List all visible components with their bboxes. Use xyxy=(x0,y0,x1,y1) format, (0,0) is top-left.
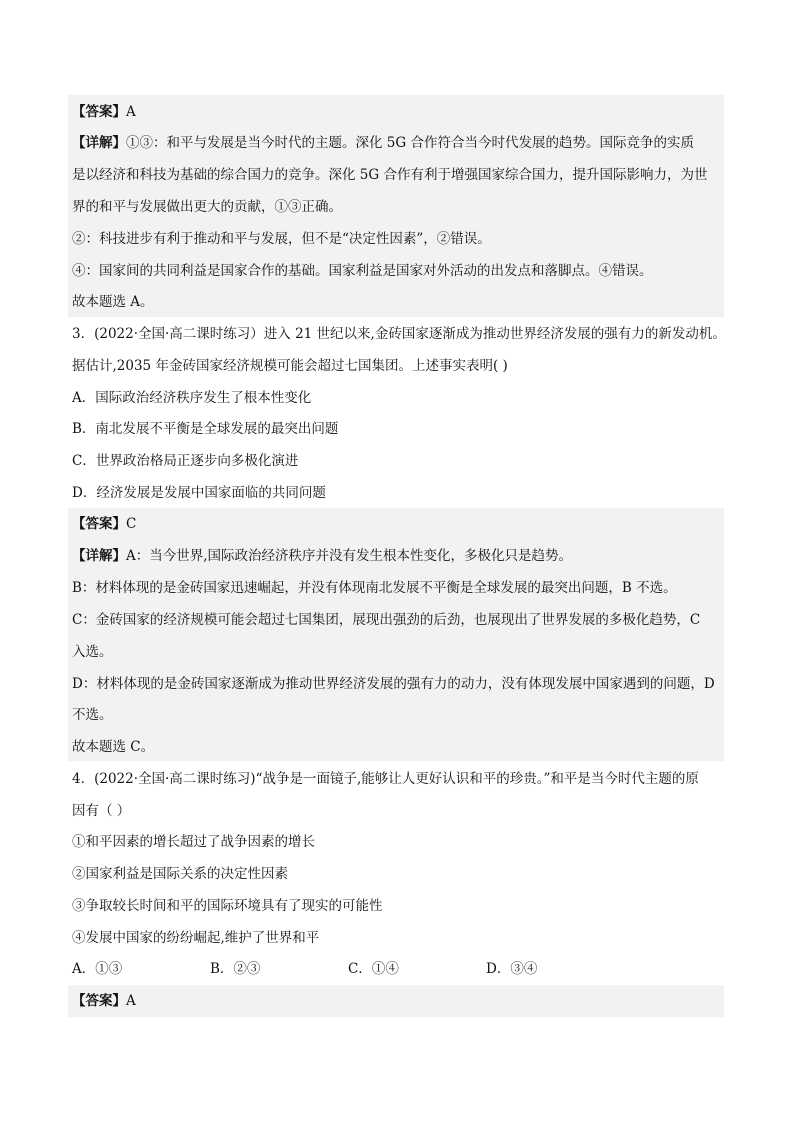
detail-text: A：当今世界,国际政治经济秩序并没有发生根本性变化，多极化只是趋势。 xyxy=(126,548,573,564)
option-d: D．经济发展是发展中国家面临的共同问题 xyxy=(72,485,326,501)
answer-value: C xyxy=(126,516,137,532)
option-c: C．①④ xyxy=(348,961,399,977)
detail-line xyxy=(72,545,730,567)
answer-label: 【答案】 xyxy=(72,516,126,532)
option-a: A．①③ xyxy=(72,961,123,977)
detail-line: D：材料体现的是金砖国家逐渐成为推动世界经济发展的强有力的动力，没有体现发展中国家遇到的问题，D xyxy=(72,676,715,692)
detail-line: 是以经济和科技为基础的综合国力的竞争。深化 5G 合作有利于增强国家综合国力，提升国际影响力，为世 xyxy=(72,167,708,183)
answer-line xyxy=(72,990,730,1012)
answer-label: 【答案】 xyxy=(72,993,126,1009)
statement-item: ③争取较长时间和平的国际环境具有了现实的可能性 xyxy=(72,898,383,914)
answer-line xyxy=(72,101,730,123)
question-stem: 据估计,2035 年金砖国家经济规模可能会超过七国集团。上述事实表明( ) xyxy=(72,358,508,374)
detail-line: 不选。 xyxy=(72,707,113,723)
option-b: B．②③ xyxy=(210,961,261,977)
answer-value: A xyxy=(126,993,136,1009)
option-a: A．国际政治经济秩序发生了根本性变化 xyxy=(72,390,312,406)
detail-label: 【详解】 xyxy=(72,548,126,564)
statement-item: ①和平因素的增长超过了战争因素的增长 xyxy=(72,834,315,850)
statement-item: ②国家利益是国际关系的决定性因素 xyxy=(72,866,288,882)
answer-line xyxy=(72,513,730,535)
question-stem: 因有（ ） xyxy=(72,803,131,819)
answer-value: A xyxy=(126,104,136,120)
option-b: B．南北发展不平衡是全球发展的最突出问题 xyxy=(72,421,339,437)
detail-line: 故本题选 C。 xyxy=(72,739,155,755)
question-stem: 4．(2022·全国·高二课时练习)“战争是一面镜子,能够让人更好认识和平的珍贵。”和平是当今时代主题的原 xyxy=(72,771,699,787)
statement-item: ④发展中国家的纷纷崛起,维护了世界和平 xyxy=(72,930,320,946)
question-stem: 3．(2022·全国·高二课时练习）进入 21 世纪以来,金砖国家逐渐成为推动世界经济发展的强有力的新发动机。 xyxy=(72,326,726,342)
detail-line: 界的和平与发展做出更大的贡献，①③正确。 xyxy=(72,199,342,215)
answer-label: 【答案】 xyxy=(72,104,126,120)
detail-line xyxy=(72,132,730,154)
detail-line: B：材料体现的是金砖国家迅速崛起，并没有体现南北发展不平衡是全球发展的最突出问题，B 不选。 xyxy=(72,580,677,596)
detail-text: ①③：和平与发展是当今时代的主题。深化 5G 合作符合当今时代发展的趋势。国际竞争的实质 xyxy=(126,135,694,151)
detail-line: 故本题选 A。 xyxy=(72,294,154,310)
detail-line: ②：科技进步有利于推动和平与发展，但不是“决定性因素”，②错误。 xyxy=(72,231,491,247)
detail-line: ④：国家间的共同利益是国家合作的基础。国家利益是国家对外活动的出发点和落脚点。④错误。 xyxy=(72,263,653,279)
detail-line: C：金砖国家的经济规模可能会超过七国集团，展现出强劲的后劲，也展现出了世界发展的多极化趋势，C xyxy=(72,612,701,628)
option-c: C．世界政治格局正逐步向多极化演进 xyxy=(72,453,299,469)
option-d: D．③④ xyxy=(486,961,538,977)
detail-line: 入选。 xyxy=(72,644,113,660)
detail-label: 【详解】 xyxy=(72,135,126,151)
